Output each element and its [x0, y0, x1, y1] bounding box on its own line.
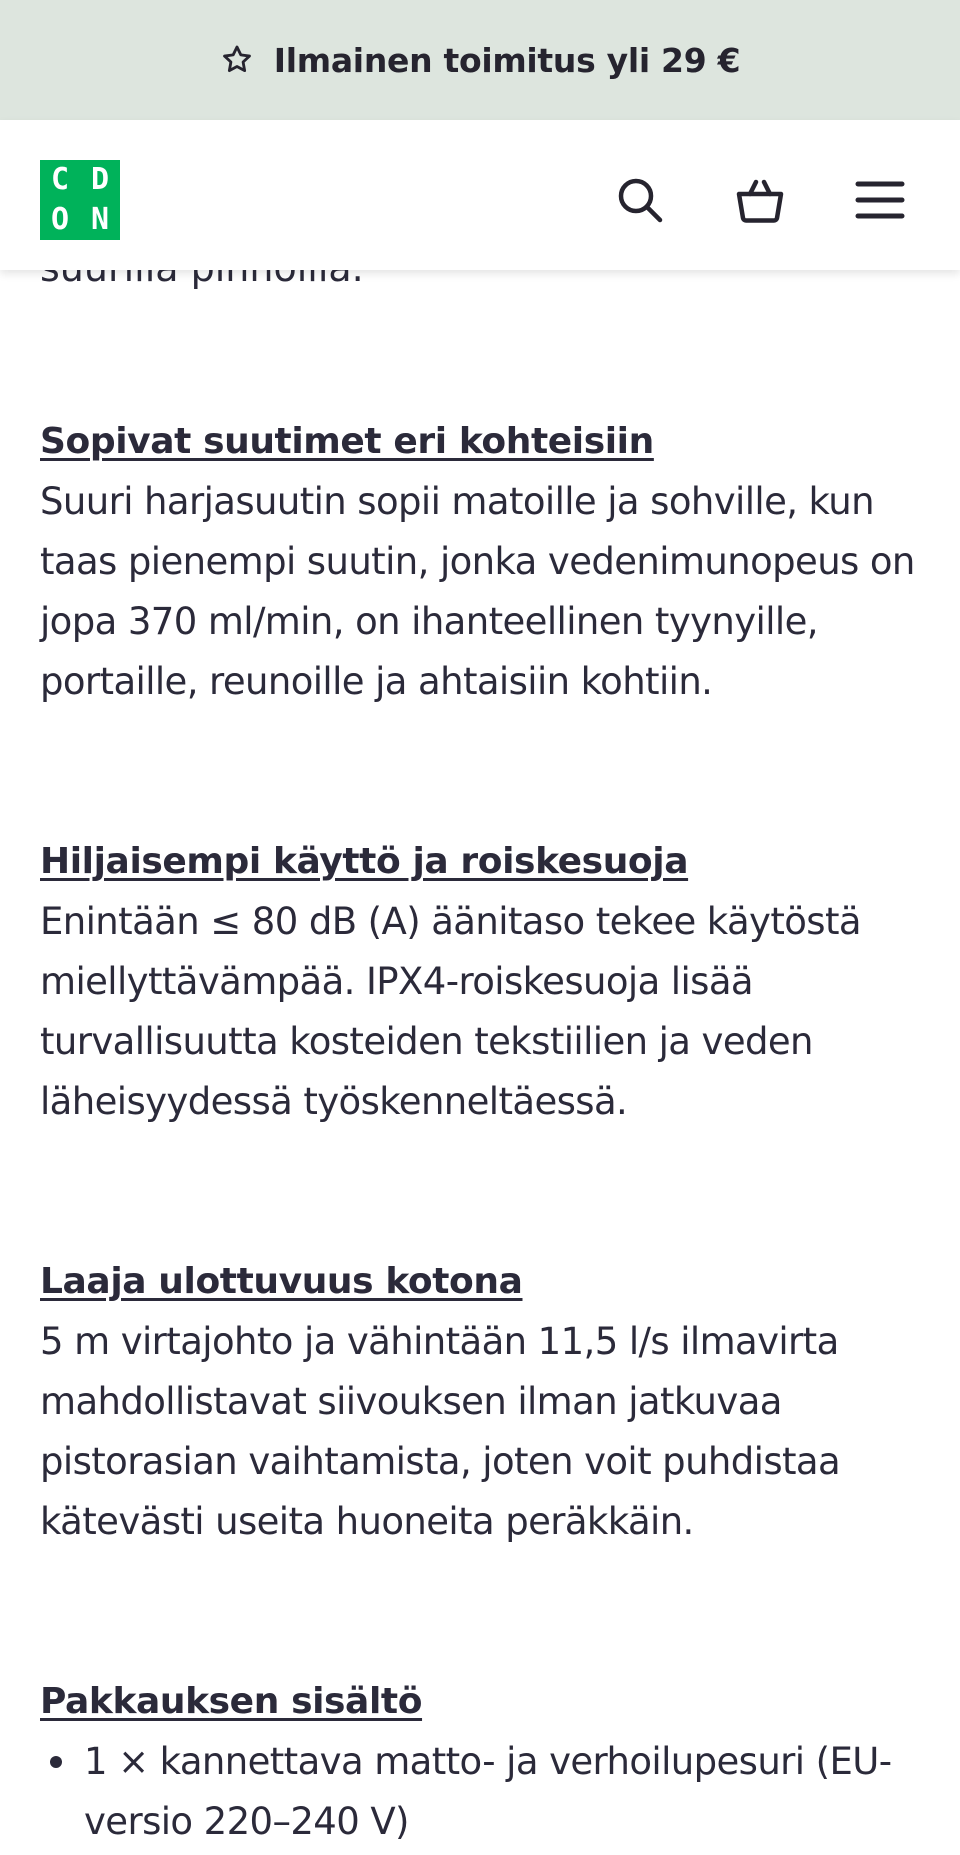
section-heading: Laaja ulottuvuus kotona [40, 1261, 523, 1302]
basket-icon[interactable] [732, 172, 788, 228]
free-shipping-text: Ilmainen toimitus yli 29 € [273, 40, 741, 80]
search-icon[interactable] [612, 172, 668, 228]
section-body: Suuri harjasuutin sopii matoille ja sohville, kun taas pienempi suutin, jonka vedenimunopeus on jopa 370 ml/min, on ihanteellinen tyynyille, portaille, reunoille ja ahtaisiin kohtiin. [40, 480, 915, 703]
section-heading: Sopivat suutimet eri kohteisiin [40, 421, 654, 462]
section-body: 5 m virtajohto ja vähintään 11,5 l/s ilmavirta mahdollistavat siivouksen ilman jatkuvaa pistorasian vaihtamista, joten voit puhdistaa kätevästi useita huoneita peräkkäin. [40, 1320, 841, 1543]
section-heading: Pakkauksen sisältö [40, 1681, 423, 1722]
section-heading: Hiljaisempi käyttö ja roiskesuoja [40, 841, 689, 882]
list-item-text: 1 × kannettava matto- ja verhoilupesuri (EU-versio 220–240 V) [84, 1740, 892, 1843]
section-quiet-operation [40, 832, 920, 1132]
cdon-logo[interactable] [40, 160, 120, 240]
section-reach [40, 1252, 920, 1552]
hamburger-menu-icon[interactable] [852, 172, 908, 228]
package-contents-list [40, 1732, 920, 1852]
logo-letter: D [90, 162, 110, 197]
logo-letter: C [50, 162, 70, 197]
logo-letter: O [50, 202, 70, 237]
section-body: Enintään ≤ 80 dB (A) äänitaso tekee käytöstä miellyttävämpää. IPX4-roiskesuoja lisää turvallisuutta kosteiden tekstiilien ja veden läheisyydessä työskenneltäessä. [40, 900, 861, 1123]
logo-letter: N [90, 202, 110, 237]
list-item [40, 1732, 920, 1852]
section-package-contents [40, 1672, 920, 1852]
site-header [0, 120, 960, 270]
section-nozzles [40, 412, 920, 712]
bullet-icon [50, 1756, 62, 1768]
